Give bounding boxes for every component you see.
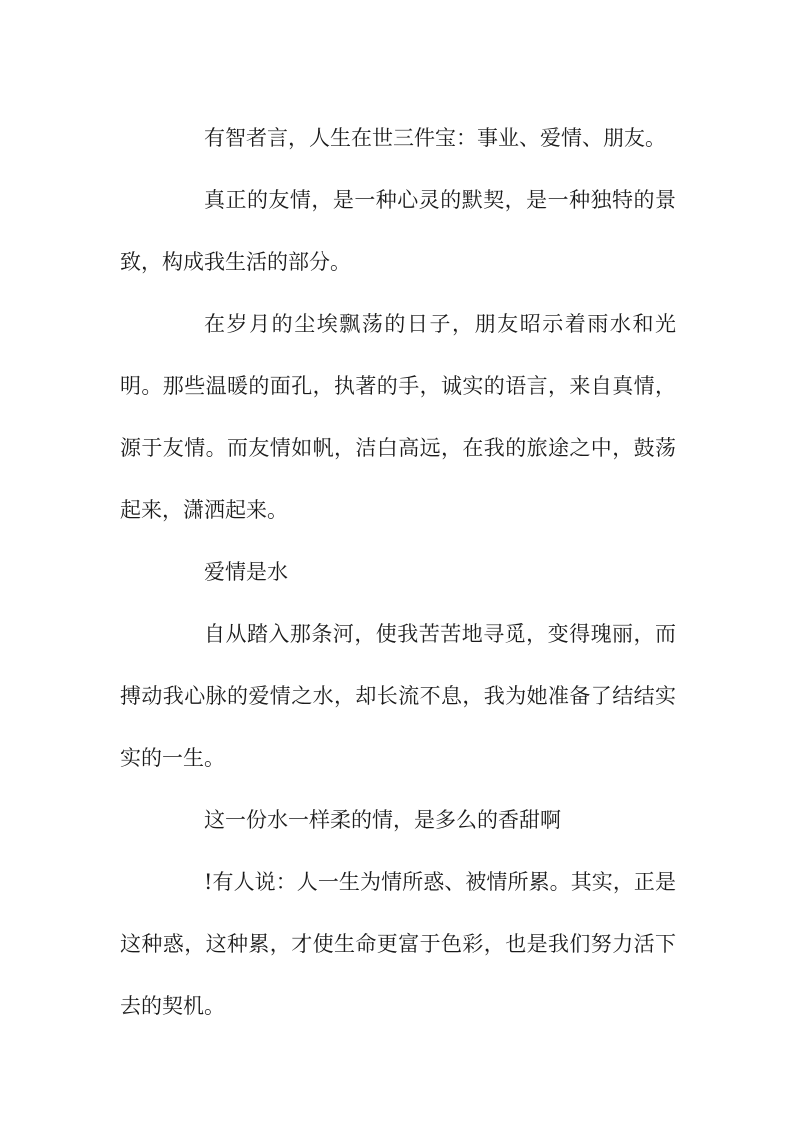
paragraph-love-is-water: 爱情是水	[204, 560, 288, 584]
paragraph-true-friendship: 真正的友情，是一种心灵的默契，是一种独特的景致，构成我生活的部分。	[120, 188, 676, 274]
paragraph-sweet-love: 这一份水一样柔的情，是多么的香甜啊	[204, 808, 561, 832]
document-body	[120, 107, 676, 1037]
paragraph-confused-by-love: !有人说：人一生为情所惑、被情所累。其实，正是这种惑，这种累，才使生命更富于色彩，也是我们努力活下去的契机。	[120, 870, 676, 1018]
paragraph-river: 自从踏入那条河，使我苦苦地寻觅，变得瑰丽，而搏动我心脉的爱情之水，却长流不息，我为她准备了结结实实的一生。	[120, 622, 676, 770]
paragraph-treasures: 有智者言，人生在世三件宝：事业、爱情、朋友。	[204, 126, 666, 150]
paragraph-friends-light: 在岁月的尘埃飘荡的日子，朋友昭示着雨水和光明。那些温暖的面孔，执著的手，诚实的语言，来自真情，源于友情。而友情如帆，洁白高远，在我的旅途之中，鼓荡起来，潇洒起来。	[120, 312, 676, 522]
